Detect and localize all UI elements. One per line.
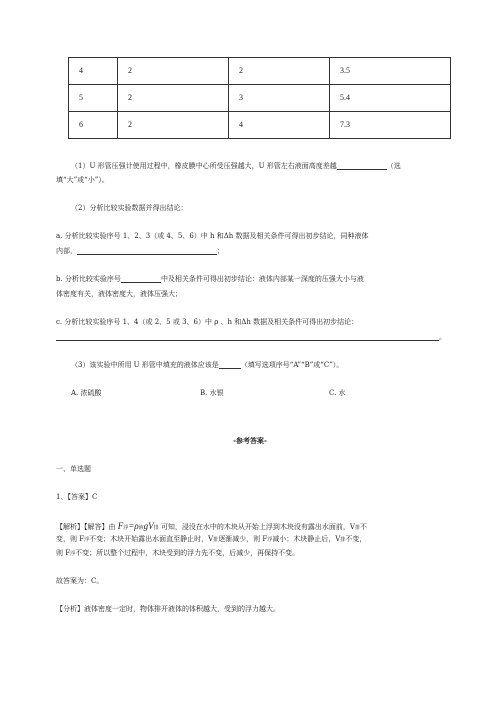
answer-blank[interactable] [219,361,241,369]
table-cell: 3 [229,85,330,112]
analysis-line2 [56,535,366,543]
data-table [68,57,451,139]
table-cell: 2 [118,112,229,139]
table-cell: 7.3 [330,112,451,139]
text: 变，则 F [56,535,85,543]
table-cell: 5 [69,85,118,112]
question-1-line2: 填“大”或“小”）。 [56,176,109,184]
table-cell: 3.5 [330,58,451,85]
formula-sub: 液 [138,526,144,531]
option-c: C. 水 [329,389,346,397]
subscript: 浮 [84,537,90,543]
question-2a-line2 [56,247,224,255]
subscript: 排 [213,537,219,543]
question-2b-post: 中及相关条件可得出初步结论：液体内部某一深度的压强大小与液 [160,275,364,283]
table-cell: 5.4 [330,85,451,112]
question-2a: a. 分析比较实验序号 1、2、3（或 4、5、6）中 h 和Δh 数据及相关条件可得出初步结论，同种液体 [56,232,369,240]
analysis-note: 【分析】液体密度一定时，物体排开液体的体积越大，受到的浮力越大。 [56,605,280,613]
table-row [69,85,451,112]
formula-sub: 浮 [123,526,129,531]
analysis-after-end: 不 [360,523,368,531]
answer-blank[interactable] [337,162,387,170]
table-cell: 2 [118,85,229,112]
formula-rho: ρ [134,521,139,531]
final-answer: 故答案为：C。 [56,577,104,585]
question-2b [56,275,364,283]
question-1-tail: （选 [386,162,401,170]
text: 逐渐减少，则 F [218,535,268,543]
text: 不变， [345,535,367,543]
question-2b-pre: b. 分析比较实验序号 [56,275,121,283]
analysis-line3 [56,549,299,557]
question-2a-end: ； [217,247,224,255]
question-3 [71,361,343,369]
question-2b-line2: 体密度有关，液体密度大，液体压强大； [56,290,182,298]
question-2: （2）分析比较实验数据并得出结论： [71,204,188,212]
question-1-text: （1）U 形管压强计使用过程中，橡皮膜中心所受压强越大，U 形管左右液面高度差越 [71,162,337,170]
table-row [69,58,451,85]
subscript: 排 [355,525,361,531]
option-b: B. 水银 [200,389,224,397]
text: 不变；木块开始露出水面直至静止时，V [89,535,214,543]
question-2c-end: 。 [439,333,446,341]
question-2c: c. 分析比较实验序号 1、4（或 2、5 或 3、6）中 ρ 、h 和Δh 数据及相关条件可得出初步结论： [56,318,359,326]
question-2a-line2-text: 内部， [56,247,77,255]
table-cell: 4 [229,112,330,139]
section-title: 一、单选题 [56,465,91,473]
answer-1: 1、【答案】C [56,493,98,501]
formula-eq: = [128,521,135,531]
question-3-post: （填写选项序号“A”“B”或“C”）。 [240,361,344,369]
table-cell: 2 [229,58,330,85]
table-cell: 6 [69,112,118,139]
table-row [69,112,451,139]
subscript: 浮 [267,537,273,543]
table-cell: 4 [69,58,118,85]
formula-gv: gV [143,521,154,531]
question-3-pre: （3）该实验中所用 U 形管中填充的液体应该是 [71,361,219,369]
subscript: 排 [340,537,346,543]
question-1 [71,162,401,170]
formula-f: F [117,521,124,531]
answer-heading: -参考答案- [233,436,267,445]
answer-blank[interactable] [56,333,439,341]
analysis-label: 【解析】【解答】由 [56,523,116,531]
question-2c-line2 [56,333,446,341]
answer-blank[interactable] [121,275,161,283]
answer-blank[interactable] [77,247,217,255]
buoyancy-formula [118,521,161,531]
analysis-after: 可知，浸没在水中的木块从开始上浮到木块没有露出水面前，V [160,523,355,531]
formula-sub: 排 [153,526,159,531]
text: 不变；所以整个过程中，木块受到的浮力先不变，后减少，再保持不变。 [75,549,300,557]
text: 减小；木块静止后，V [272,535,341,543]
option-a: A. 浓硫酸 [71,389,102,397]
analysis-line1 [56,521,367,532]
text: 则 F [56,549,71,557]
subscript: 浮 [70,551,76,557]
table-cell: 2 [118,58,229,85]
